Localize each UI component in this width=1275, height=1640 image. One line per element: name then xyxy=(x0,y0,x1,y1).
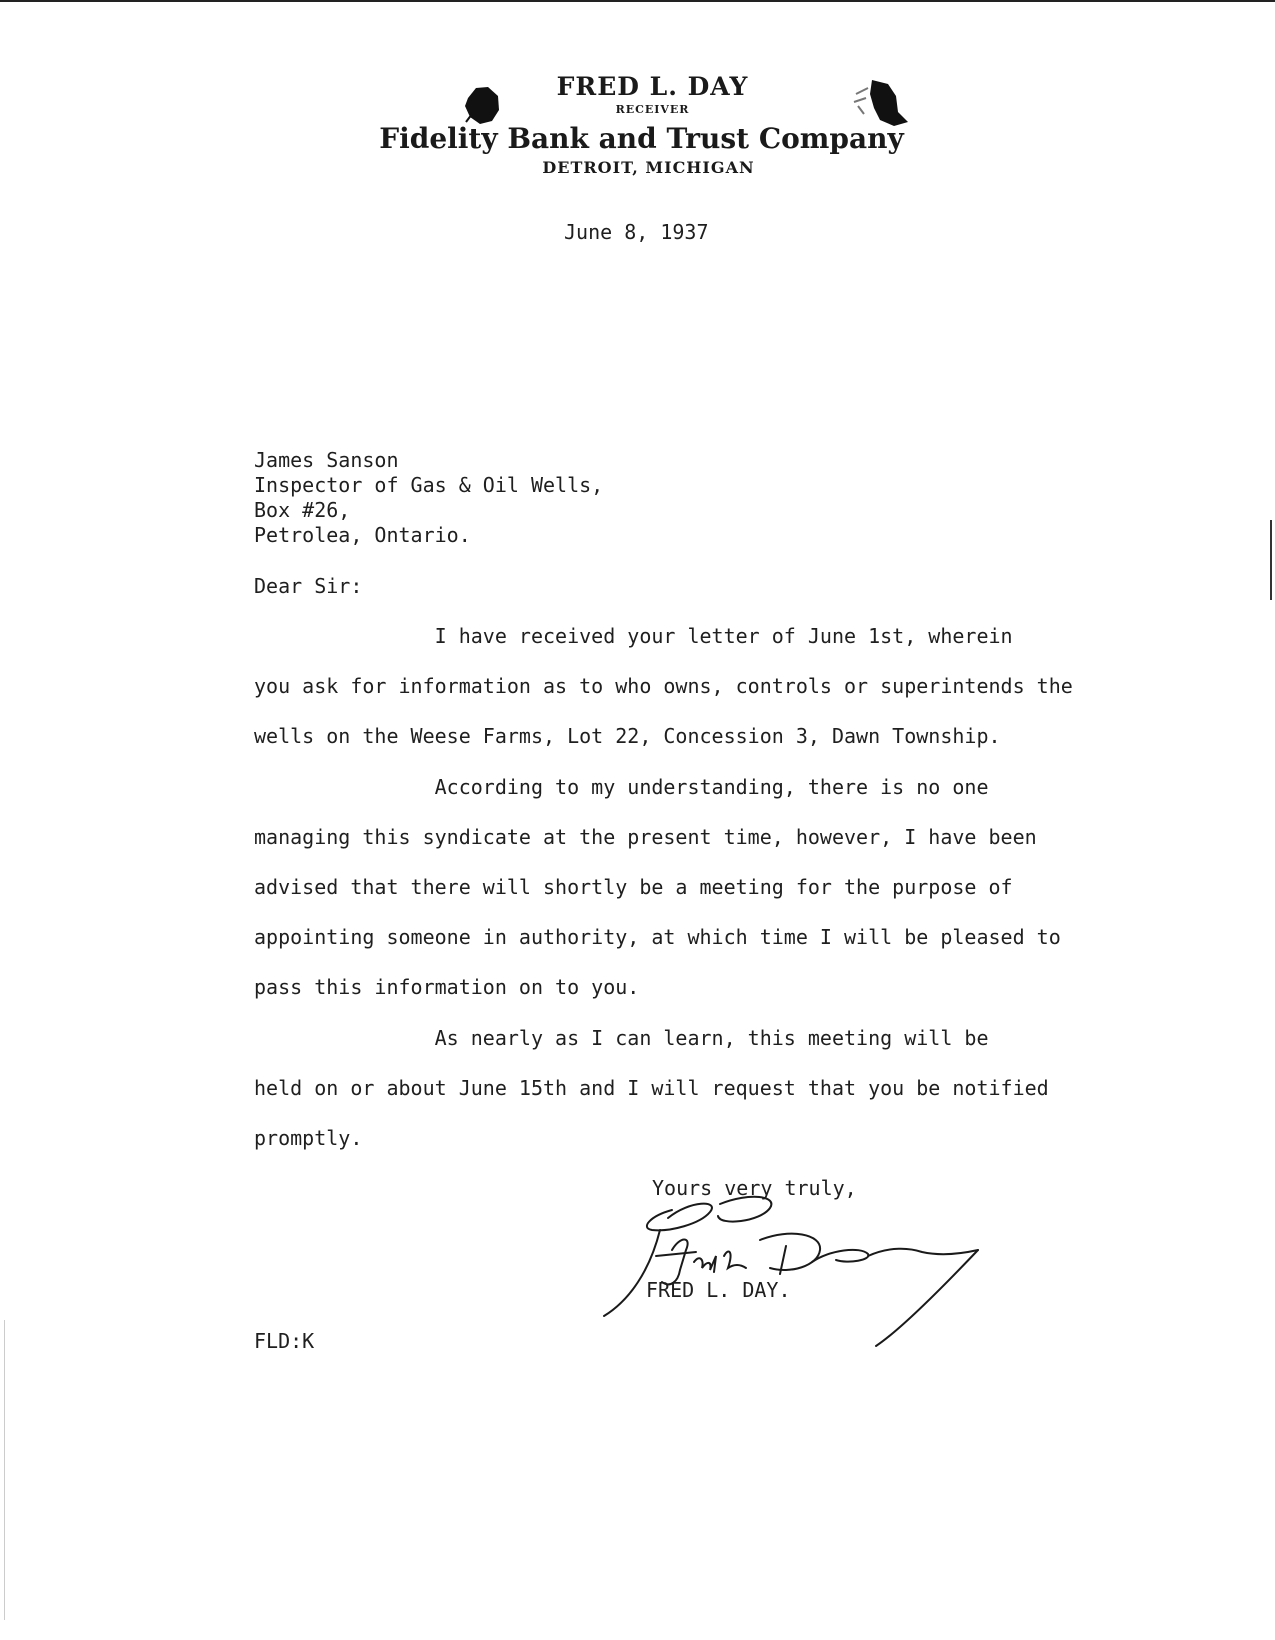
handwritten-signature xyxy=(600,1190,1020,1350)
body-p2-line-2: managing this syndicate at the present time, however, I have been xyxy=(254,825,1037,849)
body-p2-line-5: pass this information on to you. xyxy=(254,975,640,999)
letterhead-city: DETROIT, MICHIGAN xyxy=(542,158,755,177)
closing: Yours very truly, xyxy=(652,1176,857,1200)
body-p2-line-3: advised that there will shortly be a meeting for the purpose of xyxy=(254,875,1013,899)
salutation: Dear Sir: xyxy=(254,574,363,598)
recipient-city: Petrolea, Ontario. xyxy=(254,523,471,547)
letterhead xyxy=(0,72,1275,177)
page-right-edge-mark xyxy=(1270,520,1272,600)
letterhead-name: FRED L. DAY xyxy=(556,72,749,101)
body-p1-line-2: you ask for information as to who owns, controls or superintends the xyxy=(254,674,1073,698)
letter-date: June 8, 1937 xyxy=(564,220,709,244)
page-top-edge xyxy=(0,0,1275,2)
body-p2-line-4: appointing someone in authority, at which time I will be pleased to xyxy=(254,925,1061,949)
body-p1-line-3: wells on the Weese Farms, Lot 22, Concession 3, Dawn Township. xyxy=(254,724,1001,748)
page-left-edge-mark xyxy=(4,1320,5,1620)
letterhead-role: RECEIVER xyxy=(615,103,690,116)
letterhead-company: Fidelity Bank and Trust Company xyxy=(379,122,904,155)
recipient-name: James Sanson xyxy=(254,448,399,472)
typed-signature-name: FRED L. DAY. xyxy=(646,1278,791,1302)
body-p1-line-1: I have received your letter of June 1st, wherein xyxy=(254,624,1013,648)
recipient-title: Inspector of Gas & Oil Wells, xyxy=(254,473,604,497)
body-p2-line-1: According to my understanding, there is no one xyxy=(254,775,989,799)
body-p3-line-2: held on or about June 15th and I will request that you be notified xyxy=(254,1076,1049,1100)
reference-initials: FLD:K xyxy=(254,1329,315,1353)
recipient-box: Box #26, xyxy=(254,498,351,522)
body-p3-line-3: promptly. xyxy=(254,1126,363,1150)
body-p3-line-1: As nearly as I can learn, this meeting will be xyxy=(254,1026,989,1050)
